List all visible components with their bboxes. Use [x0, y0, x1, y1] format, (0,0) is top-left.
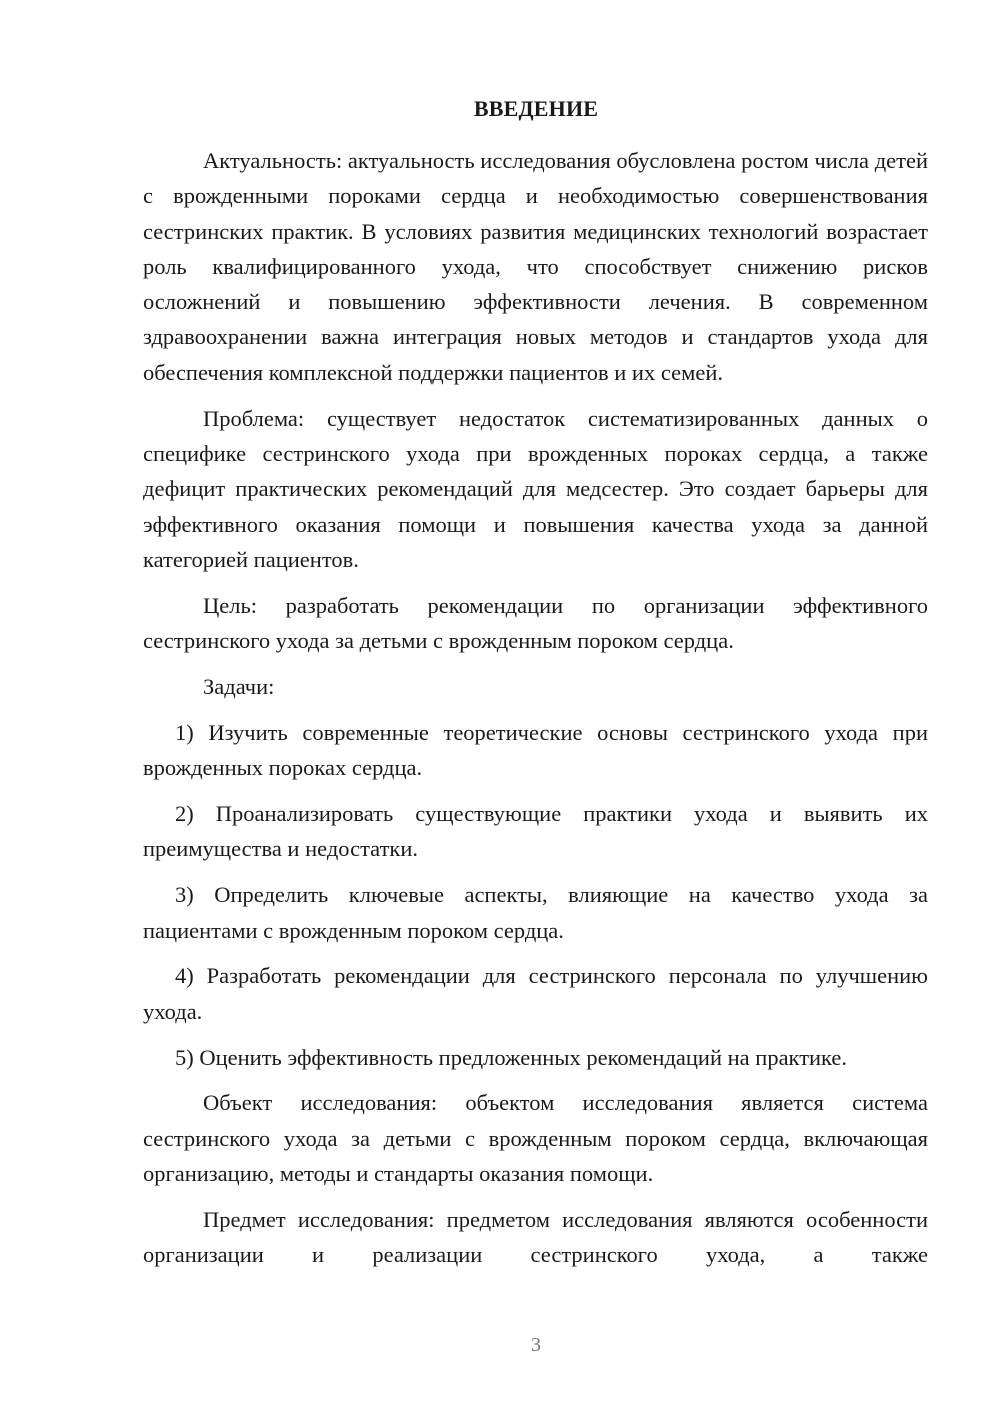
task-item-5: 5) Оценить эффективность предложенных рекомендаций на практике. — [175, 1044, 848, 1070]
paragraph-subject: Предмет исследования: предметом исследования являются особенности организации и реализации сестринского ухода, а также — [143, 1206, 928, 1268]
task-item-4: 4) Разработать рекомендации для сестринского персонала по улучшению ухода. — [143, 963, 928, 1024]
paragraph-relevance: Актуальность: актуальность исследования обусловлена ростом числа детей с врожденными пороками сердца и необходимостью совершенствования сестринских практик. В условиях развития медицинских технологий возрастает роль квалифицированного ухода, что способствует снижению рисков осложнений и повышению эффективности лечения. В современном здравоохранении важна интеграция новых методов и стандартов ухода для обеспечения комплексной поддержки пациентов и их семей. — [143, 148, 928, 385]
paragraph-object: Объект исследования: объектом исследования является система сестринского ухода за детьми с врожденным пороком сердца, включающая организацию, методы и стандарты оказания помощи. — [143, 1090, 928, 1187]
task-item-3: 3) Определить ключевые аспекты, влияющие на качество ухода за пациентами с врожденным пороком сердца. — [143, 882, 928, 943]
task-item-2: 2) Проанализировать существующие практики ухода и выявить их преимущества и недостатки. — [143, 801, 928, 862]
paragraph-problem: Проблема: существует недостаток систематизированных данных о специфике сестринского ухода при врожденных пороках сердца, а также дефицит практических рекомендаций для медсестер. Это создает барьеры для эффективного оказания помощи и повышения качества ухода за данной категорией пациентов. — [143, 405, 928, 572]
body-text — [143, 143, 928, 1273]
section-heading: ВВЕДЕНИЕ — [473, 96, 599, 121]
page-number: 3 — [531, 1334, 541, 1356]
paragraph-tasks-label: Задачи: — [203, 673, 275, 699]
paragraph-goal: Цель: разработать рекомендации по организации эффективного сестринского ухода за детьми с врожденным пороком сердца. — [143, 592, 928, 654]
task-item-1: 1) Изучить современные теоретические основы сестринского ухода при врожденных пороках сердца. — [143, 719, 928, 781]
